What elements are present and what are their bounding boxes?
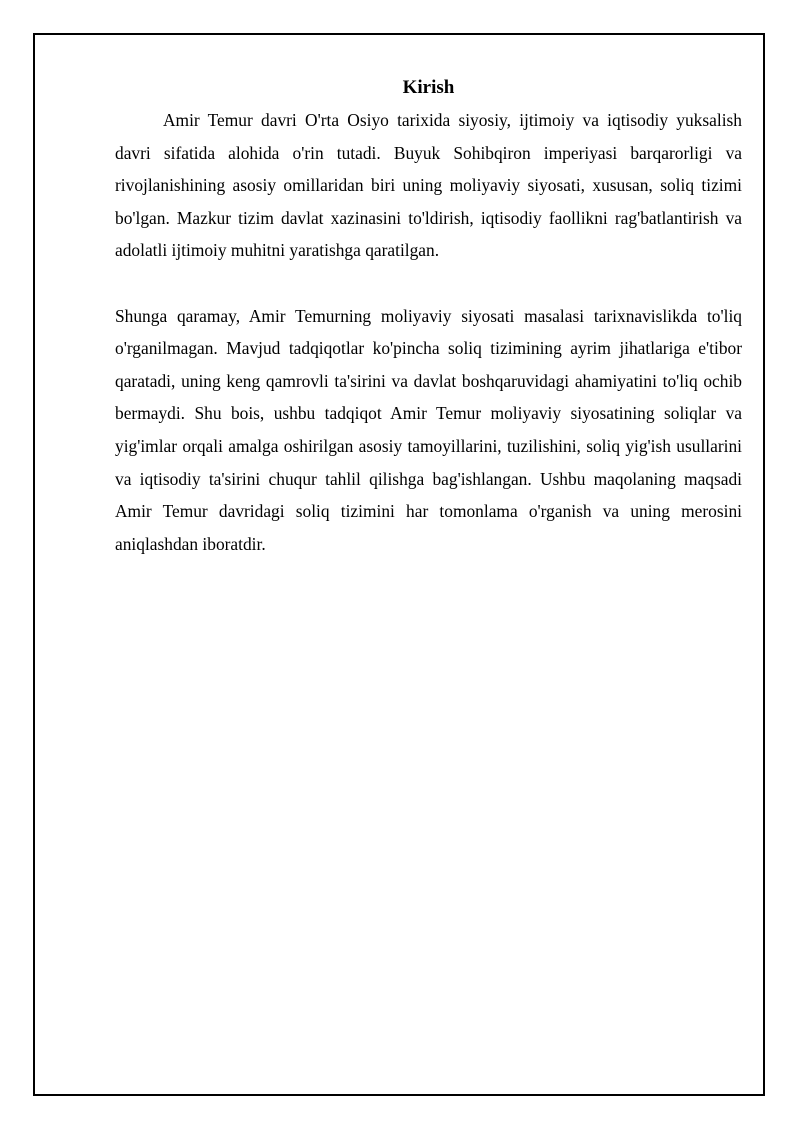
paragraph-purpose: Shunga qaramay, Amir Temurning moliyaviy siyosati masalasi tarixnavislikda to'liq o'rganilmagan. Mavjud tadqiqotlar ko'pincha soliq tizimining ayrim jihatlariga e'tibor qaratadi, uning keng qamrovli ta'sirini va davlat boshqaruvidagi ahamiyatini to'liq ochib bermaydi. Shu bois, ushbu tadqiqot Amir Temur moliyaviy siyosatining soliqlar va yig'imlar orqali amalga oshirilgan asosiy tamoyillarini, tuzilishini, soliq yig'ish usullarini va iqtisodiy ta'sirini chuqur tahlil qilishga bag'ishlangan. Ushbu maqolaning maqsadi Amir Temur davridagi soliq tizimini har tomonlama o'rganish va uning merosini aniqlashdan iboratdir.: [115, 305, 742, 554]
paragraph-intro: Amir Temur davri O'rta Osiyo tarixida siyosiy, ijtimoiy va iqtisodiy yuksalish davri sifatida alohida o'rin tutadi. Buyuk Sohibqiron imperiyasi barqarorligi va rivojlanishining asosiy omillaridan biri uning moliyaviy siyosati, xususan, soliq tizimi bo'lgan. Mazkur tizim davlat xazinasini to'ldirish, iqtisodiy faollikni rag'batlantirish va adolatli ijtimoiy muhitni yaratishga qaratilgan.: [115, 110, 742, 261]
page-title: Kirish: [402, 77, 455, 98]
paragraph-spacer: [115, 267, 742, 300]
document-body: [115, 76, 742, 560]
